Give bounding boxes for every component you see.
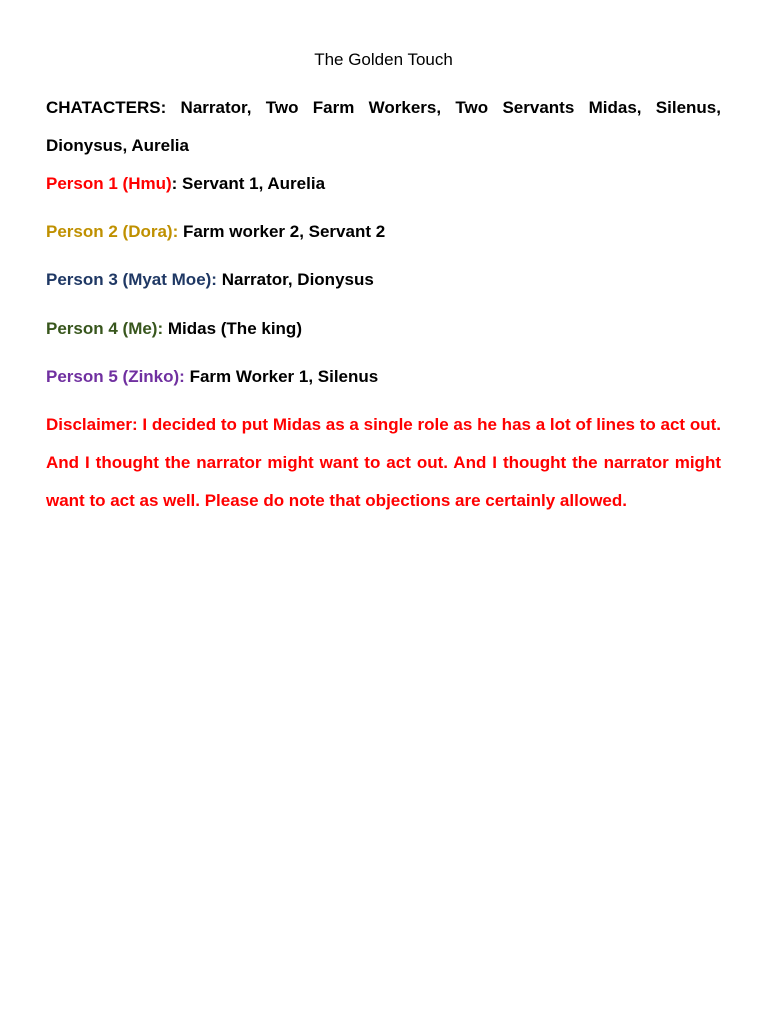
person-1-line [46,173,721,195]
person-4-line [46,318,721,340]
person-5-line [46,366,721,388]
characters-line: CHATACTERS: Narrator, Two Farm Workers, Two Servants Midas, Silenus, Dionysus, Aurelia [46,98,721,155]
document-title: The Golden Touch [314,50,453,69]
person-5-roles: Farm Worker 1, Silenus [184,367,379,386]
person-5-label: Person 5 (Zinko): [46,367,185,386]
person-2-roles: Farm worker 2, Servant 2 [178,222,386,241]
person-3-line [46,269,721,291]
person-4-roles: Midas (The king) [163,319,302,338]
person-3-roles: Narrator, Dionysus [216,270,374,289]
person-1-label-close: ) [165,174,172,193]
person-2-label: Person 2 (Dora): [46,222,179,241]
disclaimer-paragraph: Disclaimer: I decided to put Midas as a single role as he has a lot of lines to act out. And I thought the narrator might want to act out. And I thought the narrator might want to act as well. Please do note that objections are certainly allowed. [46,415,721,510]
person-1-roles: : Servant 1, Aurelia [171,174,326,193]
person-1-label: Person 1 (Hmu [46,174,166,193]
person-2-line [46,221,721,243]
person-4-label: Person 4 (Me): [46,319,164,338]
person-3-label: Person 3 (Myat Moe): [46,270,217,289]
